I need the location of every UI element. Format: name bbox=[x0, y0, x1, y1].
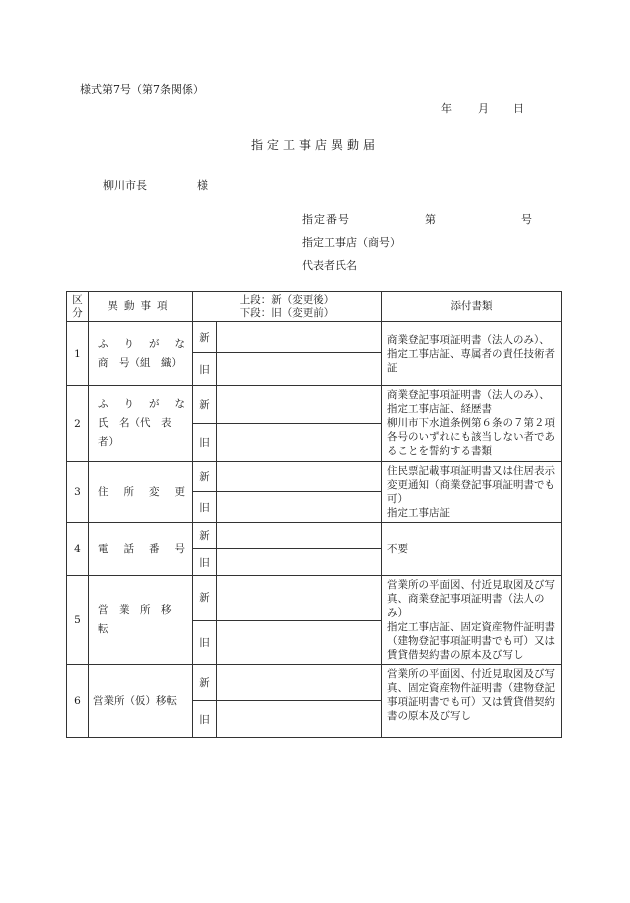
row-no: 6 bbox=[67, 665, 89, 738]
old-label: 旧 bbox=[193, 492, 217, 523]
item-line: 商 号（組 織） bbox=[98, 356, 182, 369]
new-value-cell[interactable] bbox=[217, 576, 382, 621]
new-label: 新 bbox=[193, 462, 217, 492]
item-line: 住 所 変 更 bbox=[98, 485, 185, 498]
new-value-cell[interactable] bbox=[217, 523, 382, 549]
row-item bbox=[89, 322, 193, 386]
firm-name-label: 指定工事店（商号） bbox=[302, 236, 401, 249]
table-header-row bbox=[67, 292, 562, 322]
new-label: 新 bbox=[193, 665, 217, 701]
new-label: 新 bbox=[193, 386, 217, 424]
representative-name-label: 代表者氏名 bbox=[302, 259, 357, 272]
old-label: 旧 bbox=[193, 424, 217, 462]
old-value-cell[interactable] bbox=[217, 701, 382, 738]
new-value-cell[interactable] bbox=[217, 386, 382, 424]
date-month-label: 月 bbox=[478, 102, 489, 115]
date-year-label: 年 bbox=[441, 102, 452, 115]
new-value-cell[interactable] bbox=[217, 322, 382, 353]
table-row bbox=[67, 576, 562, 621]
table-row bbox=[67, 462, 562, 492]
row-no: 2 bbox=[67, 386, 89, 462]
header-value-old: 下段：旧（変更前） bbox=[239, 306, 335, 319]
date-day-label: 日 bbox=[513, 102, 524, 115]
header-value bbox=[193, 292, 382, 322]
row-docs: 商業登記事項証明書（法人のみ）、指定工事店証、経歴書 柳川市下水道条例第６条の７第２項各号のいずれにも該当しない者であることを誓約する書類 bbox=[382, 386, 562, 462]
item-line: 営業所（仮）移転 bbox=[93, 694, 177, 707]
header-no: 区分 bbox=[67, 292, 89, 322]
new-label: 新 bbox=[193, 523, 217, 549]
form-number: 様式第7号（第7条関係） bbox=[80, 83, 204, 96]
furigana-line: ふ り が な bbox=[98, 337, 185, 350]
table-row bbox=[67, 322, 562, 353]
old-label: 旧 bbox=[193, 353, 217, 386]
row-no: 4 bbox=[67, 523, 89, 576]
header-docs: 添付書類 bbox=[382, 292, 562, 322]
header-value-new: 上段：新（変更後） bbox=[239, 293, 335, 306]
registration-number-label: 指定番号 bbox=[302, 213, 350, 226]
new-label: 新 bbox=[193, 576, 217, 621]
header-item: 異動事項 bbox=[89, 292, 193, 322]
old-value-cell[interactable] bbox=[217, 549, 382, 576]
furigana-line: ふ り が な bbox=[98, 398, 185, 410]
addressee-honorific: 様 bbox=[197, 179, 208, 192]
row-item bbox=[89, 665, 193, 738]
row-no: 5 bbox=[67, 576, 89, 665]
table-row bbox=[67, 523, 562, 549]
old-value-cell[interactable] bbox=[217, 424, 382, 462]
document-title: 指定工事店異動届 bbox=[250, 138, 379, 152]
row-docs: 営業所の平面図、付近見取図及び写真、商業登記事項証明書（法人のみ） 指定工事店証、固定資産物件証明書（建物登記事項証明書でも可）又は賃貸借契約書の原本及び写し bbox=[382, 576, 562, 665]
new-value-cell[interactable] bbox=[217, 462, 382, 492]
item-line: 電 話 番 号 bbox=[98, 542, 185, 555]
new-value-cell[interactable] bbox=[217, 665, 382, 701]
row-no: 1 bbox=[67, 322, 89, 386]
table-row bbox=[67, 665, 562, 701]
old-label: 旧 bbox=[193, 620, 217, 665]
row-item bbox=[89, 576, 193, 665]
row-docs: 商業登記事項証明書（法人のみ）、指定工事店証、専属者の責任技術者証 bbox=[382, 322, 562, 386]
new-label: 新 bbox=[193, 322, 217, 353]
row-item bbox=[89, 523, 193, 576]
registration-number-suffix: 号 bbox=[521, 213, 532, 226]
old-value-cell[interactable] bbox=[217, 353, 382, 386]
old-value-cell[interactable] bbox=[217, 620, 382, 665]
row-item bbox=[89, 386, 193, 462]
item-line: 営 業 所 移 転 bbox=[98, 604, 182, 635]
row-no: 3 bbox=[67, 462, 89, 523]
old-value-cell[interactable] bbox=[217, 492, 382, 523]
item-line: 氏 名（代 表 者） bbox=[98, 417, 182, 448]
change-items-table bbox=[66, 291, 562, 738]
addressee-name: 柳川市長 bbox=[103, 179, 147, 192]
row-docs: 営業所の平面図、付近見取図及び写真、固定資産物件証明書（建物登記事項証明書でも可）又は賃貸借契約書の原本及び写し bbox=[382, 665, 562, 738]
old-label: 旧 bbox=[193, 701, 217, 738]
row-item bbox=[89, 462, 193, 523]
registration-number-prefix: 第 bbox=[425, 213, 436, 226]
old-label: 旧 bbox=[193, 549, 217, 576]
row-docs: 住民票記載事項証明書又は住居表示変更通知（商業登記事項証明書でも可） 指定工事店証 bbox=[382, 462, 562, 523]
table-row bbox=[67, 386, 562, 424]
row-docs: 不要 bbox=[382, 523, 562, 576]
